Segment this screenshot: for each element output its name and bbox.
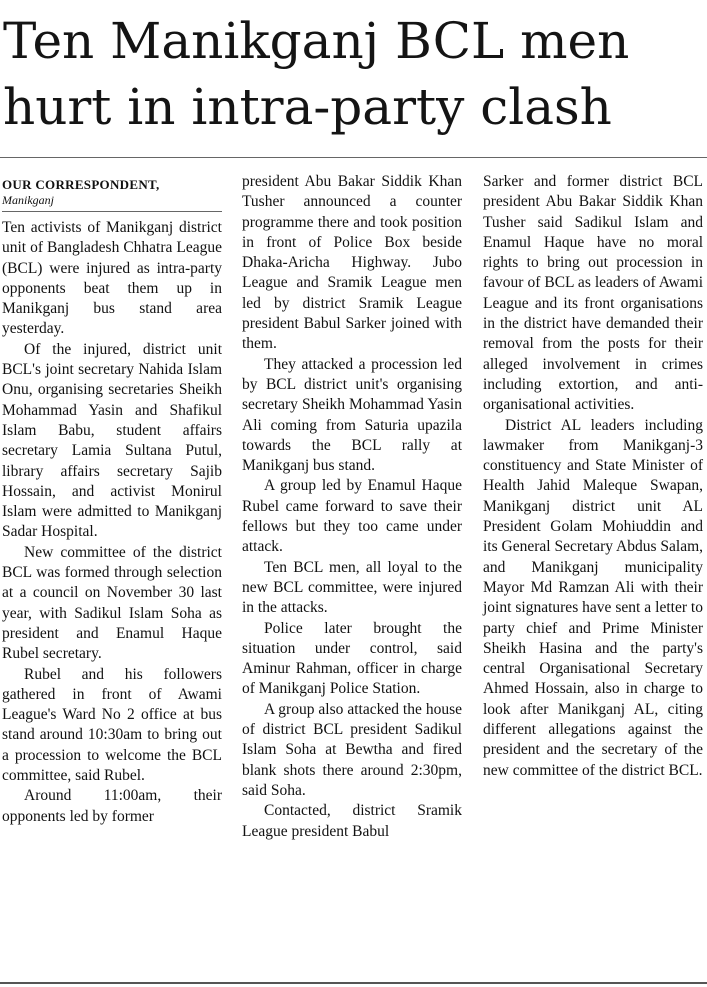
paragraph: Police later brought the situation under control, said Aminur Rahman, officer in charge of Manikganj Police Station.	[242, 619, 462, 698]
paragraph: Ten BCL men, all loyal to the new BCL committee, were injured in the attacks.	[242, 558, 462, 617]
paragraph: A group also attacked the house of district BCL president Sadikul Islam Soha at Bewtha and fired blank shots there around 2:30pm, said Soha.	[242, 700, 462, 799]
byline-rule	[2, 211, 222, 212]
paragraph: Of the injured, district unit BCL's joint secretary Nahida Islam Onu, organising secretaries Sheikh Mohammad Yasin and Shafikul Islam Babu, student affairs secretary Lamia Sultana Putul, library affairs secretary Sajib Hossain, and activist Monirul Islam were admitted to Manikganj Sadar Hospital.	[2, 340, 222, 541]
paragraph: Contacted, district Sramik League president Babul	[242, 802, 462, 840]
byline-name: OUR CORRESPONDENT,	[2, 177, 160, 192]
byline-place: Manikganj	[2, 193, 54, 207]
paragraph: Around 11:00am, their opponents led by former	[2, 787, 222, 825]
paragraph: Ten activists of Manikganj district unit of Bangladesh Chhatra League (BCL) were injured as intra-party opponents beat them up in Manikganj bus stand area yesterday.	[2, 219, 222, 338]
paragraph: A group led by Enamul Haque Rubel came forward to save their fellows but they too came under attack.	[242, 477, 462, 556]
article-column-1	[2, 177, 222, 827]
paragraph: New committee of the district BCL was formed through selection at a council on November 30 last year, with Sadikul Islam Soha as president and Enamul Haque Rubel secretary.	[2, 543, 222, 663]
article-column-2	[242, 172, 462, 842]
headline-rule	[0, 157, 707, 158]
headline: Ten Manikganj BCL men hurt in intra-party clash	[3, 12, 630, 136]
paragraph: They attacked a procession led by BCL district unit's organising secretary Sheikh Mohammad Yasin Ali coming from Saturia upazila towards the BCL rally at Manikganj bus stand.	[242, 355, 462, 475]
paragraph: Rubel and his followers gathered in front of Awami League's Ward No 2 office at bus stand around 10:30am to bring out a procession to welcome the BCL committee, said Rubel.	[2, 665, 222, 785]
footer-rule	[0, 982, 707, 984]
article-column-3	[483, 172, 703, 781]
paragraph: District AL leaders including lawmaker from Manikganj-3 constituency and State Minister of Health Jahid Maleque Swapan, Manikganj district unit AL President Golam Mohiuddin and its General Secretary Abdus Salam, and Manikganj municipality Mayor Md Ramzan Ali with their joint signatures have sent a letter to party chief and Prime Minister Sheikh Hasina and the party's central Organisational Secretary Ahmed Hossain, also in charge to look after Manikganj AL, citing different allegations against the president and the secretary of the new committee of the district BCL.	[483, 416, 703, 779]
paragraph: Sarker and former district BCL president Abu Bakar Siddik Khan Tusher said Sadikul Islam and Enamul Haque have no moral rights to bring out procession in favour of BCL as leaders of Awami League and its front organisations in the district have demanded their removal from the posts for their alleged involvement in crimes including extortion, and anti-organisational activities.	[483, 173, 703, 414]
paragraph: president Abu Bakar Siddik Khan Tusher announced a counter programme there and took position in front of Police Box beside Dhaka-Aricha Highway. Jubo League and Sramik League men led by district Sramik League president Babul Sarker joined with them.	[242, 173, 462, 353]
